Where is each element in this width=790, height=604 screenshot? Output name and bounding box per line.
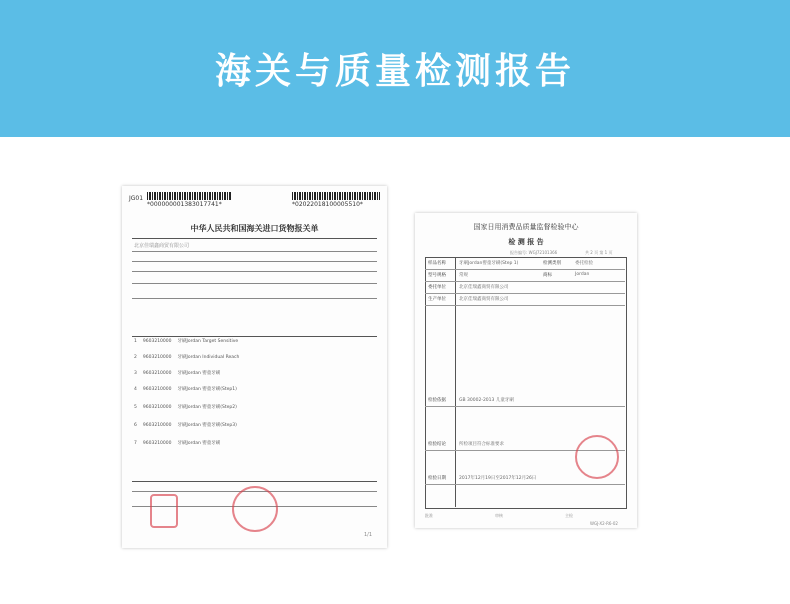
- goods-row: [134, 404, 237, 410]
- goods-code: 9603210000: [142, 423, 172, 428]
- goods-code: 9603210000: [142, 355, 172, 360]
- report-row-label: 生产单位: [428, 297, 446, 302]
- report-row-value: 北京佳瑞鑫商贸有限公司: [459, 285, 509, 290]
- form-corner-code: JG01: [129, 195, 144, 202]
- reviewer-label: 审核: [495, 513, 503, 518]
- report-row-label: 商标: [543, 273, 552, 278]
- inspection-report-document: [415, 213, 637, 528]
- divider: [132, 283, 377, 284]
- report-row-divider: [425, 293, 625, 294]
- divider: [132, 238, 377, 239]
- footer-code: WGJ-X2-R6-02: [590, 521, 618, 526]
- goods-name: 牙刷Jordan Target Sensitive: [177, 339, 239, 344]
- report-row-label: 委托单位: [428, 285, 446, 290]
- goods-row: [134, 354, 239, 360]
- goods-row: [134, 386, 237, 392]
- goods-index: 3: [134, 371, 137, 376]
- divider: [132, 261, 377, 262]
- goods-index: 7: [134, 441, 137, 446]
- divider: [132, 481, 377, 482]
- goods-index: 5: [134, 405, 137, 410]
- goods-name: 牙刷Jordan 婴童牙刷(Step2): [177, 405, 237, 410]
- divider: [132, 251, 377, 252]
- report-title: 国家日用消费品质量监督检验中心: [473, 223, 579, 231]
- goods-index: 6: [134, 423, 137, 428]
- report-row-label: 型号规格: [428, 273, 446, 278]
- divider: [132, 298, 377, 299]
- goods-code: 9603210000: [142, 371, 172, 376]
- report-number: 报告编号: WGJ72101366: [510, 250, 558, 255]
- goods-code: 9603210000: [142, 387, 172, 392]
- report-row-divider: [425, 269, 625, 270]
- page-number: 1/1: [364, 532, 373, 538]
- customs-form-title: 中华人民共和国海关进口货物报关单: [190, 224, 319, 233]
- goods-code: 9603210000: [142, 441, 172, 446]
- customs-stamp-small: [150, 494, 178, 528]
- report-row-value: 所检项目符合标准要求: [459, 442, 504, 447]
- goods-name: 牙刷Jordan 婴童牙刷: [177, 441, 221, 446]
- report-row-label: 检测类别: [543, 261, 561, 266]
- report-row-value: 北京佳瑞鑫商贸有限公司: [459, 297, 509, 302]
- goods-name: 牙刷Jordan 婴童牙刷(Step1): [177, 387, 237, 392]
- report-row-divider: [425, 406, 625, 407]
- report-row-label: 检验日期: [428, 476, 446, 481]
- goods-name: 牙刷Jordan Individual Reach: [177, 355, 240, 360]
- divider: [132, 271, 377, 272]
- report-row-divider: [425, 281, 625, 282]
- goods-row: [134, 338, 238, 344]
- report-row-divider: [425, 484, 625, 485]
- report-row-value: 委托检验: [575, 261, 593, 266]
- customs-declaration-document: [122, 186, 387, 548]
- approver-label: 批准: [425, 513, 433, 518]
- report-subtitle: 检 测 报 告: [508, 238, 544, 246]
- report-label-divider: [455, 257, 456, 507]
- barcode-left: [147, 192, 232, 200]
- page-info: 共 2 页 第 1 页: [585, 250, 613, 255]
- editor-label: 主检: [565, 513, 573, 518]
- customs-stamp: [232, 486, 278, 532]
- goods-name: 牙刷Jordan 婴童牙刷: [177, 371, 221, 376]
- report-row-value: 2017年12月19日至2017年12月26日: [459, 476, 537, 481]
- report-row-value: Jordan: [575, 272, 590, 277]
- report-row-label: 检验依据: [428, 398, 446, 403]
- goods-row: [134, 440, 220, 446]
- goods-code: 9603210000: [142, 405, 172, 410]
- goods-index: 1: [134, 339, 137, 344]
- barcode-left-number: *000000001383017741*: [147, 201, 222, 208]
- report-row-label: 样品名称: [428, 261, 446, 266]
- goods-row: [134, 422, 237, 428]
- company-name: 北京佳瑞鑫商贸有限公司: [134, 243, 190, 249]
- report-row-value: 常规: [459, 273, 468, 278]
- goods-name: 牙刷Jordan 婴童牙刷(Step3): [177, 423, 237, 428]
- header-banner: [0, 0, 790, 137]
- goods-index: 2: [134, 355, 137, 360]
- report-row-value: 牙刷Jordan婴童牙刷(Step 1): [459, 261, 519, 266]
- goods-index: 4: [134, 387, 137, 392]
- inspection-stamp: [575, 435, 619, 479]
- report-row-value: GB 30002-2013 儿童牙刷: [459, 398, 514, 403]
- report-row-label: 检验结论: [428, 442, 446, 447]
- report-row-divider: [425, 305, 625, 306]
- page-title: 海关与质量检测报告: [214, 51, 575, 92]
- barcode-right: [292, 192, 380, 200]
- divider: [132, 336, 377, 337]
- goods-row: [134, 370, 220, 376]
- barcode-right-number: *02022018100005510*: [292, 201, 363, 208]
- goods-code: 9603210000: [142, 339, 172, 344]
